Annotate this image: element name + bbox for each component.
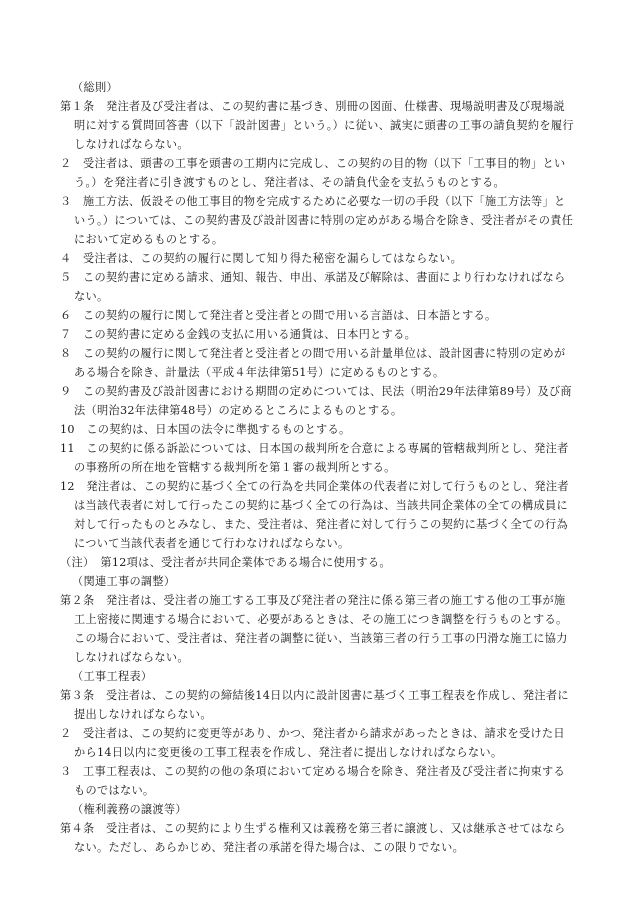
article-2: 第２条 発注者は、受注者の施工する工事及び発注者の発注に係る第三者の施工する他の工事が施工上密接に関連する場合において、必要があるときは、その施工につき調整を行うものとする。この場合において、受注者は、発注者の調整に従い、当該第三者の行う工事の円滑な施工に協力しなければならない。 <box>60 594 568 664</box>
note-article-12: （注） 第12項は、受注者が共同企業体である場合に使用する。 <box>60 556 391 569</box>
article-4: 第４条 受注者は、この契約により生ずる権利又は義務を第三者に譲渡し、又は継承させてはならない。ただし、あらかじめ、発注者の承諾を得た場合は、この限りでない。 <box>60 822 566 854</box>
article-1-para-6: ６ この契約の履行に関して発注者と受注者との間で用いる言語は、日本語とする。 <box>60 309 497 322</box>
article-1-para-12: 12 発注者は、この契約に基づく全ての行為を共同企業体の代表者に対して行うものとし、発注者は当該代表者に対して行ったこの契約に基づく全ての行為は、当該共同企業体の全ての構成員に対して行ったものとみなし、また、受注者は、発注者に対して行うこの契約に基づく全ての行為について当該代表者を通じて行わなければならない。 <box>60 480 569 550</box>
article-1-para-8: ８ この契約の履行に関して発注者と受注者との間で用いる計量単位は、設計図書に特別の定めがある場合を除き、計量法（平成４年法律第51号）に定めるものとする。 <box>60 347 566 379</box>
article-1-para-3: ３ 施工方法、仮設その他工事目的物を完成するために必要な一切の手段（以下「施工方法等」という。）については、この契約書及び設計図書に特別の定めがある場合を除き、受注者がその責任において定めるものとする。 <box>60 195 574 246</box>
article-1-para-9: ９ この契約書及び設計図書における期間の定めについては、民法（明治29年法律第89号）及び商法（明治32年法律第48号）の定めるところによるものとする。 <box>60 385 572 417</box>
article-1: 第１条 発注者及び受注者は、この契約書に基づき、別冊の図面、仕様書、現場説明書及び現場説明に対する質問回答書（以下「設計図書」という。）に従い、誠実に頭書の工事の請負契約を履行しなければならない。 <box>60 100 574 151</box>
article-1-para-4: ４ 受注者は、この契約の履行に関して知り得た秘密を漏らしてはならない。 <box>60 252 463 265</box>
article-1-para-10: 10 この契約は、日本国の法令に準拠するものとする。 <box>60 423 351 436</box>
article-3-para-3: ３ 工事工程表は、この契約の他の条項において定める場合を除き、発注者及び受注者に拘束するものではない。 <box>60 765 566 797</box>
article-1-para-7: ７ この契約書に定める金銭の支払に用いる通貨は、日本円とする。 <box>60 328 417 341</box>
contract-document <box>60 78 576 857</box>
heading-schedule: （工事工程表） <box>72 670 153 683</box>
heading-transfer: （権利義務の譲渡等） <box>72 803 187 816</box>
article-1-para-11: 11 この契約に係る訴訟については、日本国の裁判所を合意による専属的管轄裁判所とし、発注者の事務所の所在地を管轄する裁判所を第１審の裁判所とする。 <box>60 442 569 474</box>
heading-general: （総則） <box>72 81 118 94</box>
article-1-para-5: ５ この契約書に定める請求、通知、報告、申出、承諾及び解除は、書面により行わなければならない。 <box>60 271 566 303</box>
article-1-para-2: ２ 受注者は、頭書の工事を頭書の工期内に完成し、この契約の目的物（以下「工事目的物」という。）を発注者に引き渡すものとし、発注者は、その請負代金を支払うものとする。 <box>60 157 566 189</box>
heading-coordination: （関連工事の調整） <box>72 575 176 588</box>
article-3-para-2: ２ 受注者は、この契約に変更等があり、かつ、発注者から請求があったときは、請求を受けた日から14日以内に変更後の工事工程表を作成し、発注者に提出しなければならない。 <box>60 727 565 759</box>
article-3: 第３条 受注者は、この契約の締結後14日以内に設計図書に基づく工事工程表を作成し、発注者に提出しなければならない。 <box>60 689 569 721</box>
